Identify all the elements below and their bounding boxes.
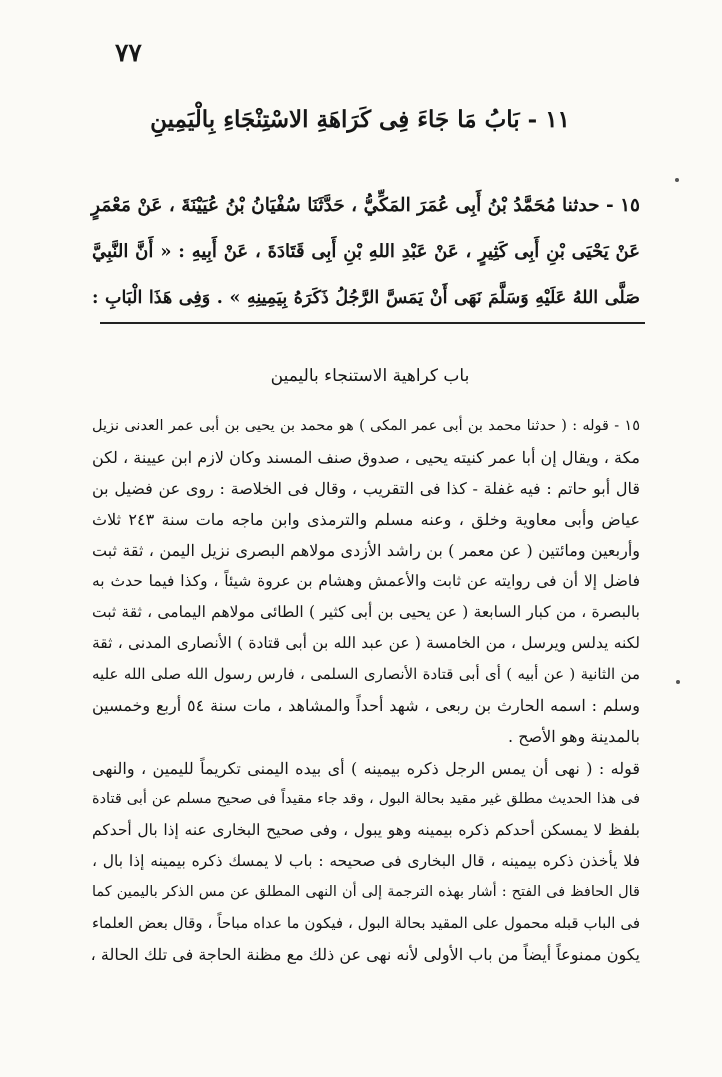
commentary-line: بالبصرة ، من كبار السابعة ( عن يحيى بن أبى كثير ) الطائى مولاهم اليمامى ، ثقة ثبت: [92, 603, 641, 621]
commentary-line: وأربعين ومائتين ( عن معمر ) بن راشد الأزدى مولاهم البصرى نزيل اليمن ، ثقة ثبت: [92, 541, 640, 560]
commentary-line: فى هذا الحديث مطلق غير مقيد بحالة البول ، وقد جاء مقيداً فى صحيح مسلم عن أبى قتادة: [92, 791, 640, 807]
section-divider: [100, 322, 645, 324]
commentary-line: فى الباب قبله محمول على المقيد بحالة البول ، فيكون ما عداه مباحاً ، وقال بعض العلماء: [92, 914, 640, 932]
commentary-line: قال الحافظ فى الفتح : أشار بهذه الترجمة إلى أن النهى المطلق عن مس الذكر باليمين كما: [92, 884, 640, 900]
commentary-line: عياض وأبى معاوية وخلق ، وعنه مسلم والترمذى وابن ماجه مات سنة ٢٤٣ ثلاث: [92, 510, 640, 529]
commentary-line: قال أبو حاتم : فيه غفلة - كذا فى التقريب ، وقال فى الخلاصة : روى عن فضيل بن: [92, 479, 640, 498]
commentary-line: فاضل إلا أن فى روايته عن ثابت والأعمش وهشام بن عروة شيئاً ، وكذا فيما حدث به: [92, 572, 640, 590]
commentary-line: وسلم : اسمه الحارث بن ربعى ، شهد أحداً والمشاهد ، مات سنة ٥٤ أربع وخمسين: [92, 696, 640, 715]
page-number: ٧٧: [115, 38, 142, 67]
commentary-heading: باب كراهية الاستنجاء باليمين: [270, 366, 470, 386]
commentary-line: من الثانية ( عن أبيه ) أى أبى قتادة الأنصارى السلمى ، فارس رسول الله صلى الله عليه: [92, 665, 640, 683]
hadith-text: [92, 183, 640, 321]
commentary-line: لكنه يدلس ويرسل ، من الخامسة ( عن عبد الله بن أبى قتادة ) الأنصارى المدنى ، ثقة: [92, 634, 640, 652]
hadith-line: صَلَّى اللهُ عَلَيْهِ وَسَلَّمَ نَهَى أَنْ يَمَسَّ الرَّجُلُ ذَكَرَهُ بِيَمِينِهِ » . وَفِى هَذَا الْبَابِ :: [92, 288, 640, 308]
commentary-line: بلفظ لا يمسكن أحدكم ذكره بيمينه وهو يبول ، وفى صحيح البخارى عنه إذا بال أحدكم: [92, 821, 640, 839]
hadith-line: ١٥ - حدثنا مُحَمَّدُ بْنُ أَبِى عُمَرَ المَكِّيُّ ، حَدَّثَنَا سُفْيَانُ بْنُ عُيَيْنَةَ ، عَنْ مَعْمَرٍ: [91, 195, 640, 216]
margin-speck: [675, 178, 679, 182]
hadith-line: عَنْ يَحْيَى بْنِ أَبِى كَثِيرٍ ، عَنْ عَبْدِ اللهِ بْنِ أَبِى قَتَادَةَ ، عَنْ أَبِيهِ : « أَنَّ النَّبِيَّ: [92, 241, 640, 262]
commentary-line: مكة ، ويقال إن أبا عمر كنيته يحيى ، صدوق صنف المسند وكان لازم ابن عيينة ، لكن: [92, 448, 640, 467]
chapter-title: ١١ - بَابُ مَا جَاءَ فِى كَرَاهَةِ الاسْتِنْجَاءِ بِالْيَمِينِ: [150, 106, 570, 133]
margin-speck: [676, 680, 680, 684]
commentary-line: فلا يأخذن ذكره بيمينه ، قال البخارى فى صحيحه : باب لا يمسك ذكره بيمينه إذا بال ،: [92, 852, 640, 870]
commentary-line: بالمدينة وهو الأصح .: [508, 727, 640, 746]
commentary-line: ١٥ - قوله : ( حدثنا محمد بن أبى عمر المكى ) هو محمد بن يحيى بن أبى عمر العدنى نزيل: [92, 418, 640, 434]
commentary-line: قوله : ( نهى أن يمس الرجل ذكره بيمينه ) أى بيده اليمنى تكريماً لليمين ، والنهى: [92, 759, 640, 778]
commentary-line: يكون ممنوعاً أيضاً من باب الأولى لأنه نهى عن ذلك مع مظنة الحاجة فى تلك الحالة ،: [90, 945, 640, 964]
commentary-text: [92, 411, 640, 970]
